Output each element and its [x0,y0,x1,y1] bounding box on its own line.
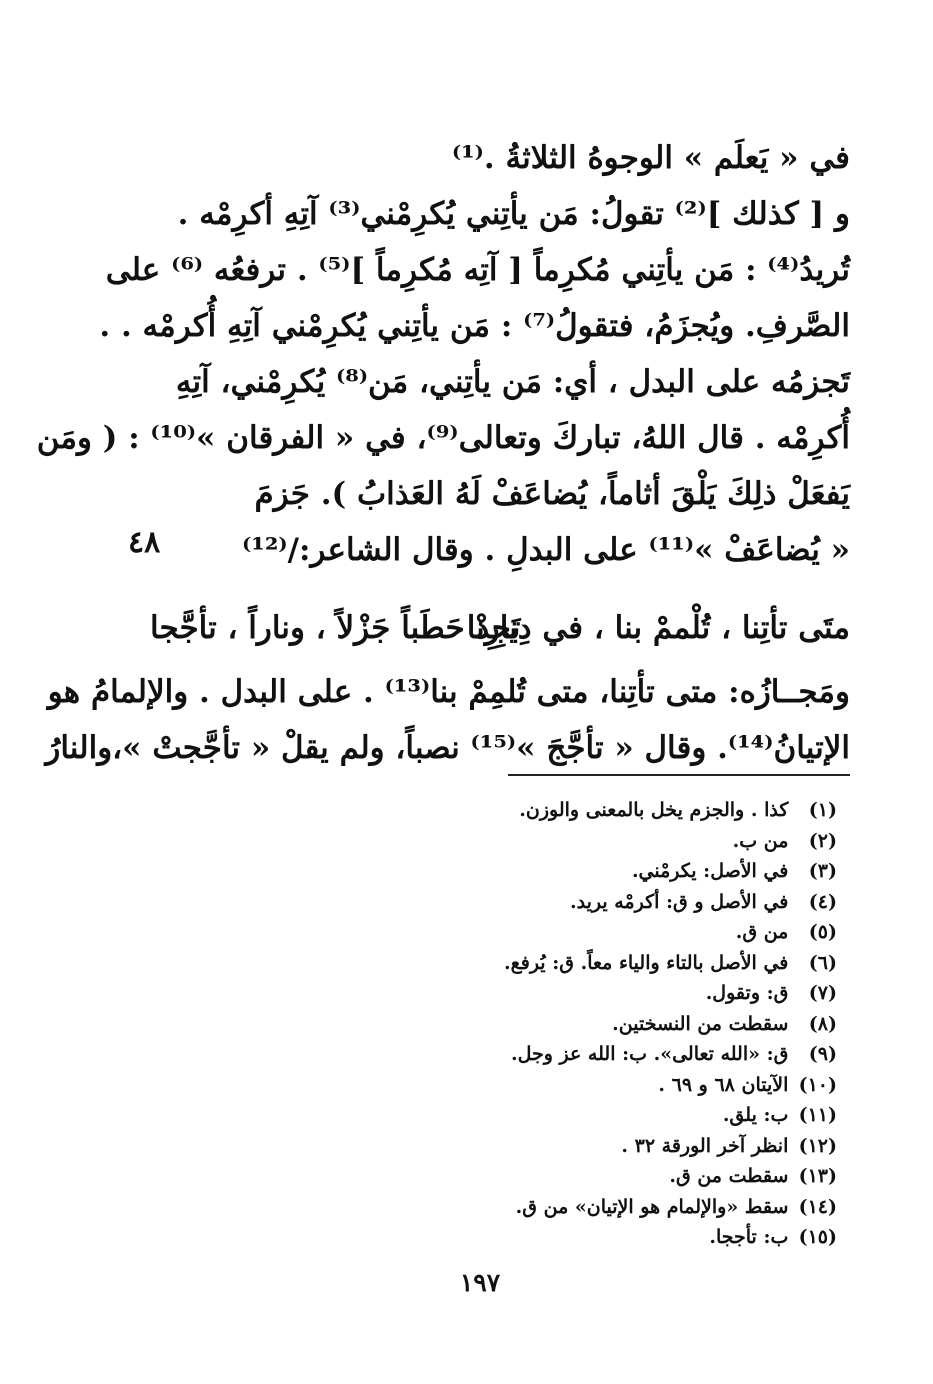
footnote-number: (٩) [808,1043,837,1065]
text-line: و [ كذلك ]⁽²⁾ تقولُ: مَن يأتِني يُكرِمْني⁽³⁾ آتِهِ أكرِمْه . [177,196,850,232]
footnote-number: (٣) [808,860,837,882]
footnote-item [317,1070,837,1101]
footnote-number: (٦) [808,951,837,974]
footnote-item [317,948,837,979]
footnote-number: (١٠) [798,1073,837,1096]
footnote-number: (٥) [808,921,837,943]
footnote-text: ب: يلق. [722,1104,789,1126]
text-line: الإتيانُ⁽¹⁴⁾. وقال « تأجَّجَ »⁽¹⁵⁾ نصباً، ولم يقلْ « تأجَّجتْ »،والنارُ [45,730,850,766]
footnote-number: (١) [808,799,837,821]
text-line: ومَجــازُه: متى تأتِنا، متى تُلمِمْ بنا⁽¹³⁾ . على البدل . والإلمامُ هو [47,674,850,710]
footnote-number: (٧) [808,982,837,1004]
footnote-number: (١١) [798,1104,837,1126]
footnote-text: ب: تأججا. [709,1226,789,1248]
footnote-item [317,856,837,887]
footnote-item [317,1192,837,1223]
footnote-text: سقط «والإلمام هو الإتيان» من ق. [515,1195,789,1218]
text-line: تُريدُ⁽⁴⁾ : مَن يأتِني مُكرِماً [ آتِه مُكرِماً ]⁽⁵⁾ . ترفعُه ⁽⁶⁾ على [105,252,850,288]
text-line: أُكرِمْه . قال اللهُ، تباركَ وتعالى⁽⁹⁾، في « الفرقان »⁽¹⁰⁾ : ( ومَن [36,420,850,456]
footnote-text: من ق. [735,921,789,943]
text-line: تَجزمُه على البدل ، أي: مَن يأتِني، مَن⁽⁸⁾ يُكرِمْني، آتِهِ [175,364,850,400]
text-line: يَفعَلْ ذلِكَ يَلْقَ أثاماً، يُضاعَفْ لَهُ العَذابُ ). جَزمَ [254,476,850,512]
footnote-separator [508,774,850,776]
footnote-item [317,1100,837,1131]
footnote-item [317,1131,837,1162]
footnote-number: (١٣) [798,1165,837,1187]
footnote-text: في الأصل: يكرمْني. [631,860,789,882]
verse-first-hemistich: متَى تأتِنا ، تُلْممْ بنا ، في دِيارِنا [466,610,850,646]
footnote-number: (٢) [808,829,837,852]
page-number: ١٩٧ [459,1268,501,1297]
footnote-text: في الأصل بالتاء والياء معاً. ق: يُرفع. [504,951,789,974]
footnote-item [317,1222,837,1253]
margin-folio-number: ٤٨ [128,525,161,560]
footnote-number: (٨) [808,1012,837,1035]
footnote-number: (١٥) [798,1226,837,1248]
footnote-text: سقطت من النسختين. [612,1012,789,1035]
text-line: « يُضاعَفْ »⁽¹¹⁾ على البدلِ . وقال الشاعر:/⁽¹²⁾ [242,532,850,568]
footnote-text: في الأصل و ق: أكرمْه يريد. [569,890,789,913]
footnote-text: من ب. [732,829,789,852]
footnote-item [317,826,837,857]
footnote-item [317,978,837,1009]
continuation-text [45,664,850,776]
footnote-item [317,1161,837,1192]
footnote-text: ق: «الله تعالى». ب: الله عز وجل. [510,1043,789,1065]
footnote-number: (١٤) [798,1195,837,1218]
footnote-item [317,1009,837,1040]
text-line: الصَّرفِ. ويُجزَمُ، فتقولُ⁽⁷⁾ : مَن يأتِني يُكرِمْني آتِهِ أُكرمْه . . [99,308,850,344]
footnotes [317,795,837,1253]
footnote-number: (١٢) [798,1134,837,1157]
footnote-item [317,887,837,918]
footnote-item [317,795,837,826]
footnote-text: انظر آخر الورقة ٣٢ . [621,1134,789,1157]
footnote-item [317,1039,837,1070]
footnote-text: كذا . والجزم يخل بالمعنى والوزن. [519,799,789,821]
footnote-text: ق: وتقول. [705,982,789,1004]
verse-second-hemistich: تَجِدْ حَطَباً جَزْلاً ، وناراً ، تأجَّجا [150,610,521,646]
text-line: في « يَعلَم » الوجوهُ الثلاثةُ .⁽¹⁾ [451,140,850,176]
footnote-text: الآيتان ٦٨ و ٦٩ . [658,1073,789,1096]
footnote-number: (٤) [808,890,837,913]
footnote-text: سقطت من ق. [669,1165,789,1187]
footnote-item [317,917,837,948]
